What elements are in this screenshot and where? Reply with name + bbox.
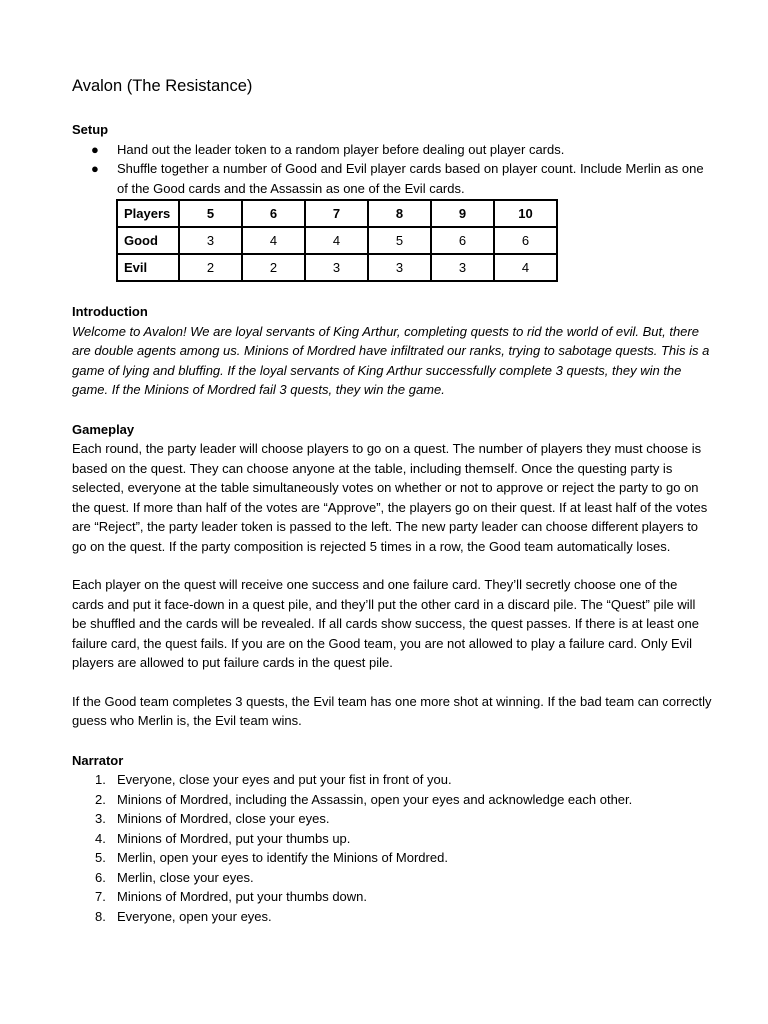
spacer (72, 100, 712, 120)
table-header-cell: 7 (305, 200, 368, 227)
table-cell: 6 (431, 227, 494, 254)
step-number: 4. (95, 830, 106, 846)
introduction-section (72, 302, 712, 400)
list-item (91, 159, 712, 198)
narrator-step-list (72, 770, 712, 926)
list-item (95, 848, 712, 868)
step-text: Minions of Mordred, put your thumbs down. (117, 889, 368, 904)
table-header-cell: Players (117, 200, 179, 227)
list-item (95, 868, 712, 888)
table-cell: 2 (242, 254, 305, 281)
table-header-cell: 8 (368, 200, 431, 227)
document-title: Avalon (The Resistance) (72, 77, 253, 95)
table-row (117, 227, 557, 254)
step-text: Everyone, close your eyes and put your fist in front of you. (117, 772, 452, 787)
step-number: 7. (95, 889, 106, 904)
step-text: Everyone, open your eyes. (117, 908, 272, 924)
document-page (72, 72, 712, 926)
gameplay-paragraph: Each player on the quest will receive one success and one failure card. They’ll secretly choose one of the cards and put it face-down in a quest pile, and they’ll put the other card in a discard pile. The “Quest” pile will be shuffled and the cards will be revealed. If all cards show success, the quest passes. If there is at least one failure card, the quest fails. If you are on the Good team, you are not allowed to play a failure card. Only Evil players are allowed to put failure cards in the quest pile. (72, 577, 699, 670)
table-cell: 3 (305, 254, 368, 281)
step-text: Minions of Mordred, including the Assassin, open your eyes and acknowledge each other. (117, 791, 633, 807)
step-number: 2. (95, 791, 106, 807)
table-cell: 4 (494, 254, 557, 281)
step-number: 1. (95, 772, 106, 787)
table-header-cell: 10 (494, 200, 557, 227)
list-item (95, 829, 712, 849)
narrator-section (72, 751, 712, 927)
narrator-heading: Narrator (72, 752, 124, 768)
table-cell: 6 (494, 227, 557, 254)
player-count-table (116, 199, 558, 282)
step-text: Minions of Mordred, put your thumbs up. (117, 830, 351, 846)
step-number: 6. (95, 869, 106, 885)
spacer (72, 282, 712, 302)
step-text: Merlin, close your eyes. (117, 869, 254, 885)
table-header-row (117, 200, 557, 227)
table-row (117, 254, 557, 281)
step-number: 8. (95, 908, 106, 924)
table-cell: 4 (305, 227, 368, 254)
spacer (72, 556, 712, 575)
step-number: 5. (95, 850, 106, 865)
table-cell: 2 (179, 254, 242, 281)
list-item (95, 770, 712, 790)
step-number: 3. (95, 811, 106, 826)
setup-heading: Setup (72, 122, 109, 137)
table-cell: 4 (242, 227, 305, 254)
list-item (95, 809, 712, 829)
list-item (95, 907, 712, 927)
table-header-cell: 9 (431, 200, 494, 227)
bullet-icon: ● (91, 161, 99, 176)
gameplay-section (72, 420, 712, 731)
gameplay-paragraph: If the Good team completes 3 quests, the Evil team has one more shot at winning. If the bad team can correctly guess who Merlin is, the Evil team wins. (72, 693, 712, 728)
table-header-cell: 6 (242, 200, 305, 227)
step-text: Minions of Mordred, close your eyes. (117, 811, 330, 826)
setup-section (72, 120, 712, 282)
table-cell: Evil (117, 254, 179, 281)
introduction-text: Welcome to Avalon! We are loyal servants of King Arthur, completing quests to rid the world of evil. But, there are double agents among us. Minions of Mordred have infiltrated our ranks, trying to sabotage quests. This is a game of lying and bluffing. If the loyal servants of King Arthur successfully complete 3 quests, they win the game. If the Minions of Mordred fail 3 quests, they win the game. (72, 323, 710, 397)
spacer (72, 731, 712, 751)
spacer (72, 400, 712, 420)
list-item (91, 140, 712, 160)
table-cell: Good (117, 227, 179, 254)
list-item (95, 887, 712, 907)
gameplay-heading: Gameplay (72, 421, 135, 437)
setup-bullet-list (72, 140, 712, 199)
table-cell: 5 (368, 227, 431, 254)
table-cell: 3 (431, 254, 494, 281)
list-item-text: Shuffle together a number of Good and Evil player cards based on player count. Include Merlin as one of the Good cards and the Assassin as one of the Evil cards. (117, 161, 704, 196)
gameplay-paragraph: Each round, the party leader will choose players to go on a quest. The number of players they must choose is based on the quest. They can choose anyone at the table, including themself. Once the questing party is selected, everyone at the table simultaneously votes on whether or not to approve or reject the party to go on the quest. If more than half of the votes are “Approve”, the players go on their quest. If at least half of the votes are “Reject”, the party leader token is passed to the left. The new party leader can choose different players to go on the quest. If the party composition is rejected 5 times in a row, the Good team automatically loses. (72, 441, 708, 554)
bullet-icon: ● (91, 141, 99, 157)
list-item (95, 790, 712, 810)
spacer (72, 673, 712, 692)
list-item-text: Hand out the leader token to a random player before dealing out player cards. (117, 141, 565, 157)
table-cell: 3 (179, 227, 242, 254)
table-cell: 3 (368, 254, 431, 281)
table-header-cell: 5 (179, 200, 242, 227)
introduction-heading: Introduction (72, 304, 148, 319)
step-text: Merlin, open your eyes to identify the Minions of Mordred. (117, 850, 448, 865)
